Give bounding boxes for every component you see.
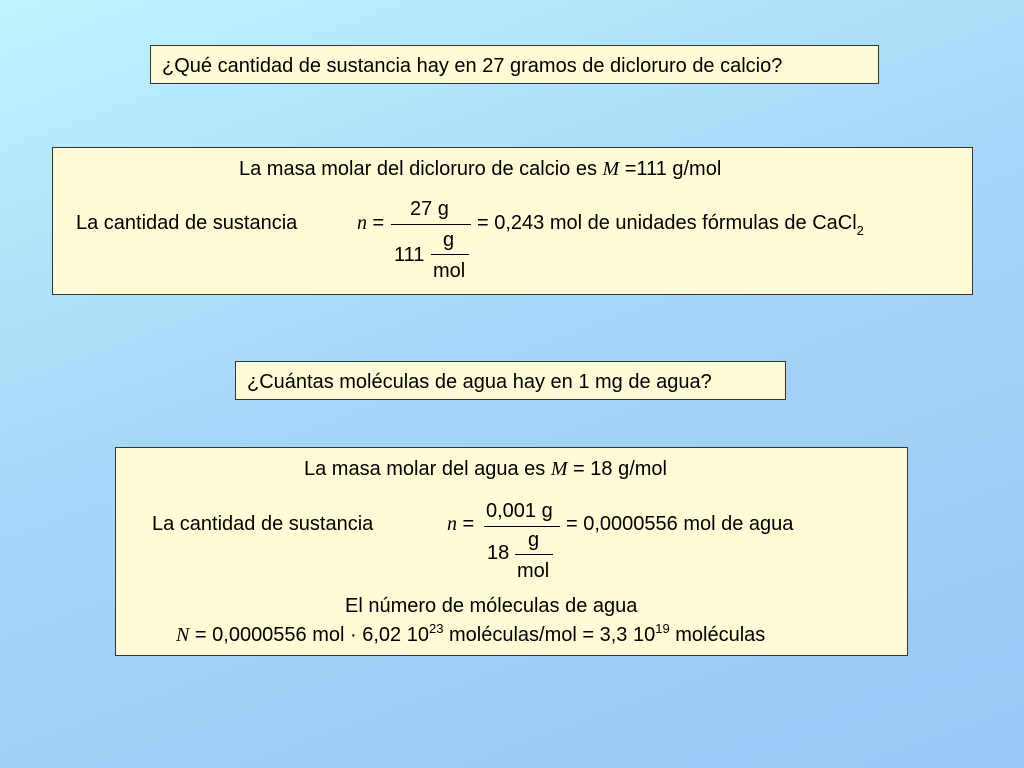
molar-mass-line-2 <box>304 459 667 479</box>
molar-mass-value: = 18 g/mol <box>567 458 667 480</box>
N-part-2: moléculas/mol = 3,3 10 <box>443 624 656 646</box>
n-symbol: n <box>357 212 367 234</box>
molar-mass-symbol: M <box>550 458 568 480</box>
fraction-denominator-number-1: 111 <box>394 244 425 266</box>
result-2: = 0,0000556 mol de agua <box>566 513 794 535</box>
N-part-1: = 0,0000556 mol · 6,02 10 <box>189 624 429 646</box>
molar-mass-line-1 <box>239 159 721 179</box>
answer-1-box <box>52 147 973 295</box>
amount-label-1: La cantidad de sustancia <box>76 212 298 234</box>
molar-mass-value: =111 g/mol <box>619 158 722 180</box>
amount-label-2: La cantidad de sustancia <box>152 513 374 535</box>
molar-mass-prefix: La masa molar del dicloruro de calcio es <box>239 158 603 180</box>
fraction-bar-1 <box>391 224 471 225</box>
unit-fraction-bottom-1: mol <box>433 260 466 282</box>
question-2-text: ¿Cuántas moléculas de agua hay en 1 mg de agua? <box>247 371 712 393</box>
molar-mass-symbol: M <box>602 158 620 180</box>
n-equation-1 <box>357 213 384 233</box>
result-subscript-1: 2 <box>856 223 864 238</box>
result-text-1: = 0,243 mol de unidades fórmulas de CaCl <box>477 212 857 234</box>
answer-2-box <box>115 447 908 656</box>
equals-sign: = <box>367 212 385 234</box>
fraction-numerator-2: 0,001 g <box>486 500 553 522</box>
question-1-box <box>150 45 879 84</box>
molecule-count-equation <box>176 621 766 646</box>
n-equation-2 <box>447 514 474 534</box>
unit-fraction-top-2: g <box>528 529 540 551</box>
N-exponent-1: 23 <box>428 621 444 636</box>
unit-fraction-bar-2 <box>515 554 553 555</box>
unit-fraction-top-1: g <box>443 229 455 251</box>
unit-fraction-bottom-2: mol <box>517 560 550 582</box>
unit-fraction-bar-1 <box>431 254 469 255</box>
question-2-box <box>235 361 786 400</box>
question-1-text: ¿Qué cantidad de sustancia hay en 27 gramos de dicloruro de calcio? <box>162 55 783 77</box>
n-symbol: n <box>447 513 457 535</box>
fraction-denominator-number-2: 18 <box>487 542 510 564</box>
molar-mass-prefix: La masa molar del agua es <box>304 458 551 480</box>
N-exponent-2: 19 <box>655 621 670 636</box>
molecule-count-title: El número de móleculas de agua <box>345 595 638 617</box>
equals-sign: = <box>457 513 475 535</box>
N-part-3: moléculas <box>669 624 766 646</box>
N-symbol: N <box>176 624 190 646</box>
fraction-numerator-1: 27 g <box>410 198 449 220</box>
fraction-bar-2 <box>484 526 560 527</box>
result-1 <box>477 212 864 238</box>
